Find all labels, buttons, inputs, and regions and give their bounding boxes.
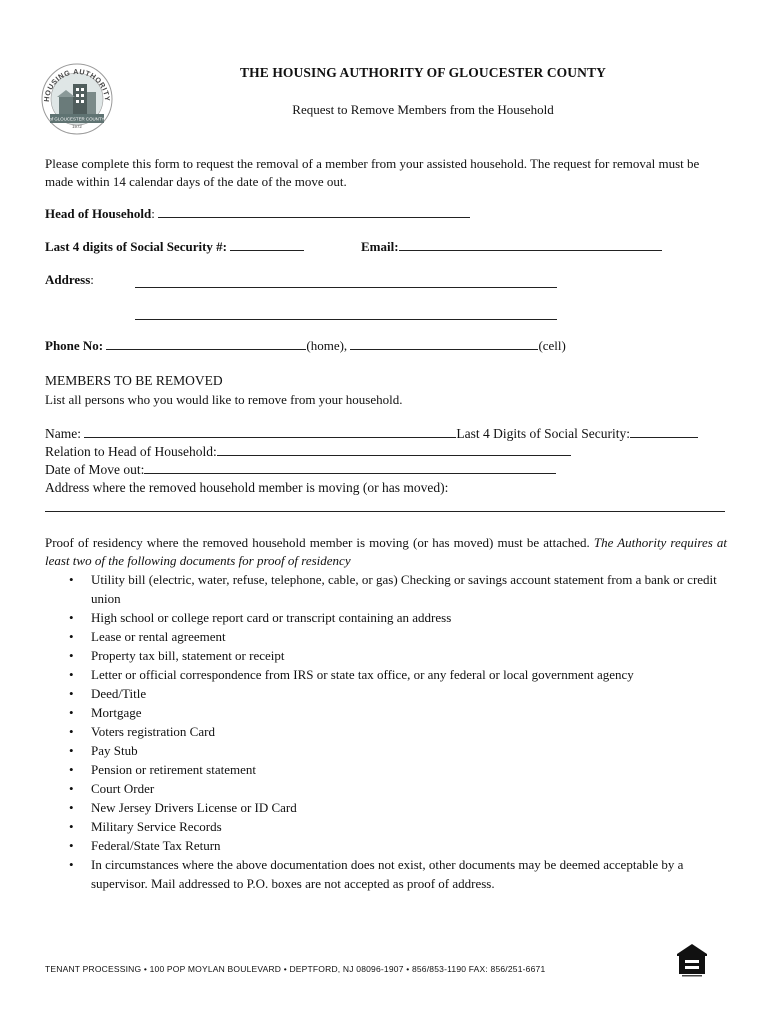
address-row: Address:: [45, 272, 94, 287]
list-item: [45, 722, 730, 741]
list-item: [45, 798, 730, 817]
head-of-household-row: Head of Household:: [45, 206, 470, 222]
form-subtitle: Request to Remove Members from the Household: [292, 102, 554, 117]
bullet-icon: •: [69, 781, 74, 796]
proof-italic-text: The Authority requires at least two of the following documents for proof of residency: [45, 535, 727, 568]
page-title: THE HOUSING AUTHORITY OF GLOUCESTER COUNTY: [240, 65, 606, 80]
bullet-icon: •: [69, 629, 74, 644]
intro-paragraph: Please complete this form to request the removal of a member from your assisted household. The request for removal must be made within 14 calendar days of the date of the move out.: [45, 156, 700, 189]
equal-housing-opportunity-icon: [674, 942, 710, 978]
list-item: [45, 703, 730, 722]
list-item: [45, 741, 730, 760]
document-item-text: Letter or official correspondence from IRS or state tax office, or any federal or local government agency: [91, 667, 634, 682]
cell-label: (cell): [538, 338, 566, 353]
housing-authority-logo: [40, 62, 114, 136]
proof-paragraph: [45, 534, 727, 570]
address-field-line-2[interactable]: [135, 308, 557, 320]
document-item-text: Military Service Records: [91, 819, 222, 834]
move-out-field[interactable]: [144, 462, 556, 474]
members-subtitle: List all persons who you would like to remove from your household.: [45, 392, 403, 407]
home-label: (home),: [306, 338, 348, 353]
email-field[interactable]: [399, 239, 662, 251]
document-item-text: Pay Stub: [91, 743, 138, 758]
ssn-label: Last 4 digits of Social Security #:: [45, 239, 227, 254]
bullet-icon: •: [69, 762, 74, 777]
members-title: MEMBERS TO BE REMOVED: [45, 373, 223, 388]
relation-label: Relation to Head of Household:: [45, 444, 217, 459]
list-item: [45, 684, 730, 703]
document-item-text: Utility bill (electric, water, refuse, telephone, cable, or gas) Checking or savings account statement from a bank or credit union: [91, 572, 717, 606]
moving-address-label: Address where the removed household member is moving (or has moved):: [45, 480, 449, 495]
list-item: [45, 646, 730, 665]
home-phone-field[interactable]: [106, 338, 306, 350]
logo-banner: of GLOUCESTER COUNTY: [49, 116, 105, 122]
phone-row: [45, 338, 566, 354]
address-field-line-1[interactable]: [135, 276, 557, 288]
document-item-text: Property tax bill, statement or receipt: [91, 648, 285, 663]
move-out-row: [45, 462, 556, 478]
member-name-label: Name:: [45, 426, 81, 441]
document-item-text: In circumstances where the above documentation does not exist, other documents may be deemed acceptable by a supervisor. Mail addressed to P.O. boxes are not accepted as proof of address.: [91, 857, 684, 891]
member-name-field[interactable]: [84, 426, 456, 438]
relation-row: [45, 444, 571, 460]
email-row: [361, 239, 662, 255]
bullet-icon: •: [69, 686, 74, 701]
email-label: Email:: [361, 239, 399, 254]
ssn-field[interactable]: [230, 239, 304, 251]
proof-text: Proof of residency where the removed household member is moving (or has moved) must be attached.: [45, 535, 590, 550]
document-item-text: Deed/Title: [91, 686, 147, 701]
move-out-label: Date of Move out:: [45, 462, 145, 477]
document-item-text: Voters registration Card: [91, 724, 215, 739]
document-item-text: Federal/State Tax Return: [91, 838, 221, 853]
member-name-row: [45, 426, 698, 442]
list-item: [45, 836, 730, 855]
logo-year: 1972: [72, 124, 82, 129]
moving-address-field[interactable]: [45, 500, 725, 512]
bullet-icon: •: [69, 610, 74, 625]
document-item-text: Lease or rental agreement: [91, 629, 226, 644]
member-ssn-field[interactable]: [630, 426, 698, 438]
bullet-icon: •: [69, 800, 74, 815]
bullet-icon: •: [69, 838, 74, 853]
list-item: [45, 817, 730, 836]
phone-label: Phone No:: [45, 338, 104, 353]
member-ssn-label: Last 4 Digits of Social Security:: [456, 426, 630, 441]
cell-phone-field[interactable]: [350, 338, 538, 350]
list-item: [45, 570, 730, 608]
document-item-text: Court Order: [91, 781, 155, 796]
footer-address: TENANT PROCESSING • 100 POP MOYLAN BOULEVARD • DEPTFORD, NJ 08096-1907 • 856/853-1190 FAX: 856/251-6671: [45, 964, 546, 974]
list-item: [45, 855, 730, 893]
list-item: [45, 627, 730, 646]
document-item-text: New Jersey Drivers License or ID Card: [91, 800, 297, 815]
bullet-icon: •: [69, 819, 74, 834]
bullet-icon: •: [69, 743, 74, 758]
bullet-icon: •: [69, 705, 74, 720]
list-item: [45, 779, 730, 798]
list-item: [45, 665, 730, 684]
logo-arc-text: HOUSING AUTHORITY: [41, 66, 113, 103]
list-item: [45, 760, 730, 779]
bullet-icon: •: [69, 667, 74, 682]
head-of-household-field[interactable]: [158, 206, 470, 218]
bullet-icon: •: [69, 857, 74, 872]
bullet-icon: •: [69, 648, 74, 663]
relation-field[interactable]: [217, 444, 571, 456]
documents-list: [45, 570, 730, 893]
moving-address-row: [45, 480, 448, 496]
head-of-household-label: Head of Household: [45, 206, 152, 221]
address-label: Address: [45, 272, 91, 287]
document-item-text: High school or college report card or transcript containing an address: [91, 610, 452, 625]
bullet-icon: •: [69, 724, 74, 739]
ssn-row: [45, 239, 304, 255]
list-item: [45, 608, 730, 627]
bullet-icon: •: [69, 572, 74, 587]
document-item-text: Mortgage: [91, 705, 142, 720]
document-item-text: Pension or retirement statement: [91, 762, 256, 777]
